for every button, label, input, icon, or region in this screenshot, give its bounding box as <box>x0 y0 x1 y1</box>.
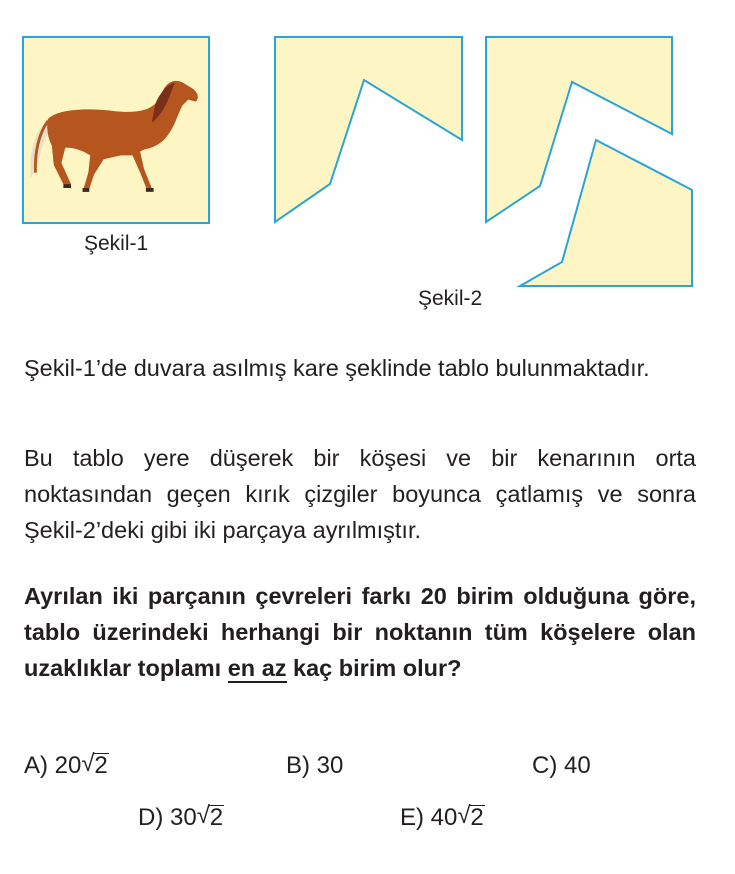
choice-b-label: B) <box>286 752 310 779</box>
figures-illustration <box>0 0 735 320</box>
choice-a[interactable] <box>24 752 109 780</box>
choice-e-label: E) <box>400 804 424 831</box>
figure-2-piece-1 <box>275 37 462 222</box>
choice-c[interactable] <box>532 752 591 780</box>
figure-1-painting <box>23 37 209 223</box>
choice-a-label: A) <box>24 752 48 779</box>
choice-c-value: 40 <box>564 752 591 779</box>
choice-c-label: C) <box>532 752 558 779</box>
paragraph-1: Şekil-1’de duvara asılmış kare şeklinde tablo bulunmaktadır. <box>24 355 650 381</box>
choice-a-coef: 20 <box>54 752 82 779</box>
choice-e[interactable] <box>400 804 485 832</box>
question-text <box>24 578 696 686</box>
choice-a-root: 2 <box>94 752 108 779</box>
sqrt-symbol: √ 2 <box>457 802 484 831</box>
paragraph-2: Bu tablo yere düşerek bir köşesi ve bir kenarının orta noktasından geçen kırık çizgiler boyunca çatlamış ve sonra Şekil-2’deki gibi iki parçaya ayrılmıştır. <box>24 445 696 543</box>
choice-d-root: 2 <box>209 804 224 831</box>
question-part-2: kaç birim olur? <box>293 655 462 681</box>
figure-2-caption: Şekil-2 <box>418 287 483 310</box>
choice-d[interactable] <box>138 804 224 832</box>
question-emphasis: en az <box>227 655 287 681</box>
choice-e-root: 2 <box>470 804 484 831</box>
choice-b-value: 30 <box>316 752 344 779</box>
choice-d-label: D) <box>138 804 164 831</box>
choice-e-coef: 40 <box>430 804 458 831</box>
figure-1-caption: Şekil-1 <box>84 232 149 255</box>
question-part-1: Ayrılan iki parçanın çevreleri farkı 20 birim olduğuna göre, tablo üzerindeki herhangi bir noktanın tüm köşelere olan uzaklıklar toplamı <box>24 583 696 681</box>
sqrt-symbol: √ 2 <box>196 802 224 831</box>
choice-b[interactable] <box>286 752 343 780</box>
sqrt-symbol: √ 2 <box>81 750 108 779</box>
choice-d-coef: 30 <box>170 804 197 831</box>
